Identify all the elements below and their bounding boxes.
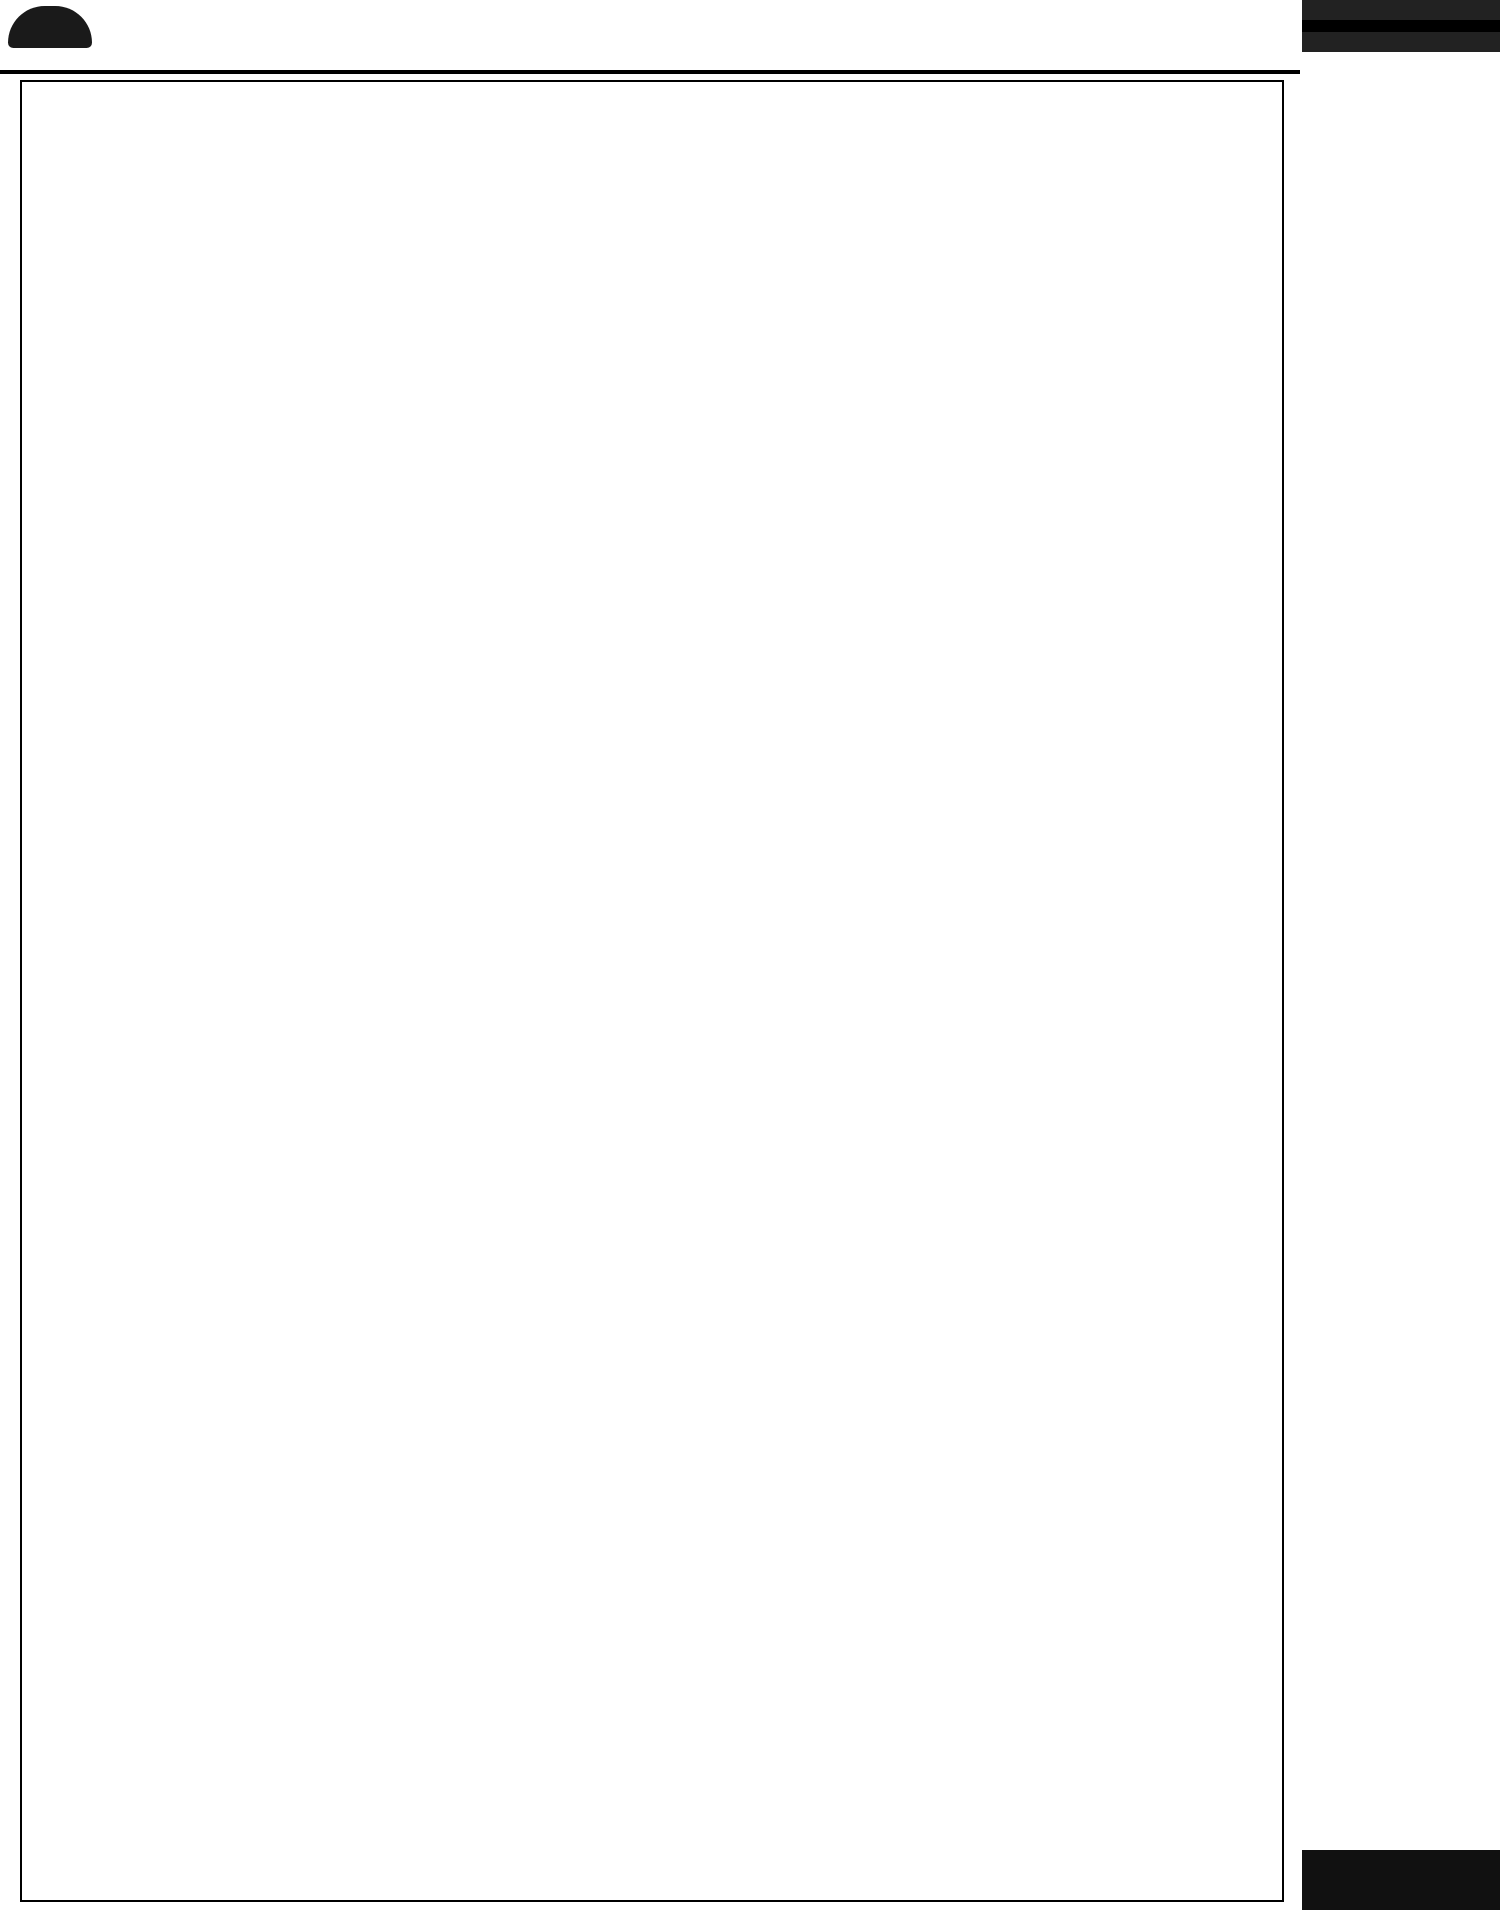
page-header xyxy=(0,0,1500,70)
sidebar-divider xyxy=(1302,20,1500,32)
header-rule xyxy=(0,70,1300,74)
announcement-frame xyxy=(20,80,1284,1902)
sidebar-header-lost xyxy=(1302,0,1500,20)
page-number-badge xyxy=(8,6,92,48)
classified-sidebar xyxy=(1302,0,1500,1910)
sidebar-footer xyxy=(1302,1850,1500,1910)
sidebar-header-cancel xyxy=(1302,32,1500,52)
